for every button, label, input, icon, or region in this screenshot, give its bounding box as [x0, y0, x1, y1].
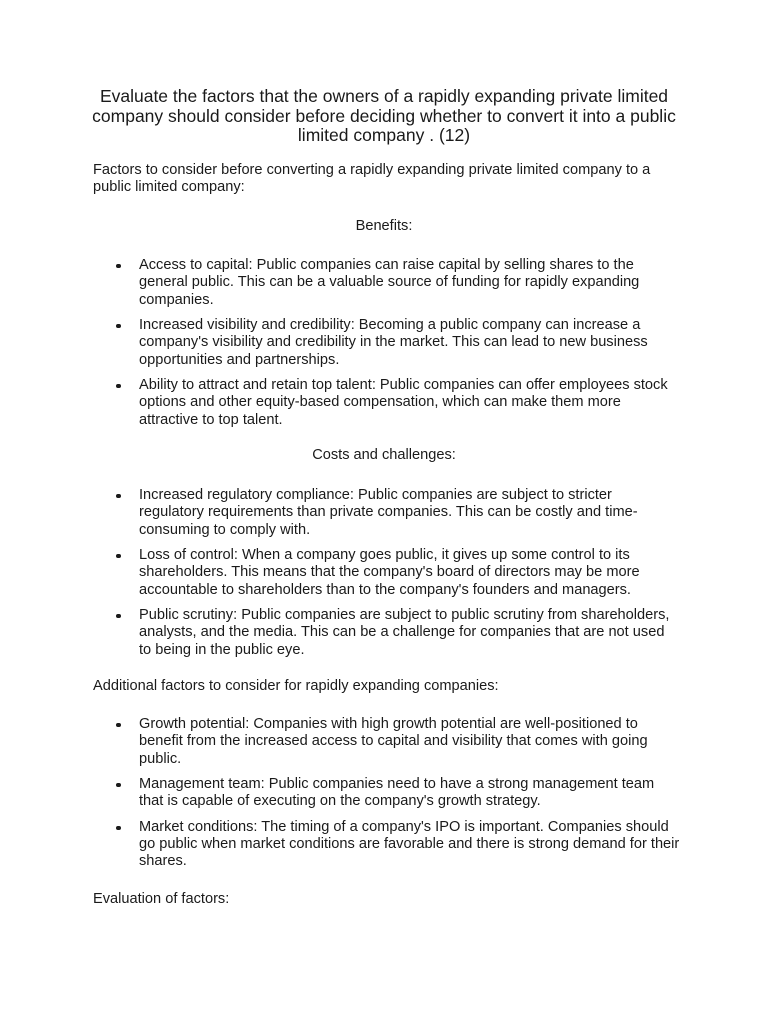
bullet-icon	[116, 826, 121, 831]
list-item-text: Market conditions: The timing of a company's IPO is important. Companies should go public when market conditions are favorable and there is strong demand for their shares.	[139, 818, 680, 870]
list-item-text: Ability to attract and retain top talent: Public companies can offer employees stock options and other equity-based compensation, which can make them more attractive to top talent.	[139, 377, 668, 428]
list-item-text: Access to capital: Public companies can raise capital by selling shares to the general public. This can be a valuable source of funding for rapidly expanding companies.	[139, 257, 640, 308]
bullet-icon	[116, 723, 121, 728]
list-item-text: Public scrutiny: Public companies are subject to public scrutiny from shareholders, analysts, and the media. This can be a challenge for companies that are not used to being in the public eye.	[139, 607, 670, 658]
benefits-heading: Benefits:	[355, 218, 413, 234]
list-item-text: Management team: Public companies need to have a strong management team that is capable of executing on the company's growth strategy.	[139, 776, 655, 810]
bullet-icon	[116, 384, 121, 389]
list-item	[108, 819, 680, 871]
list-item	[108, 716, 680, 768]
list-item	[108, 607, 680, 659]
costs-list	[108, 487, 680, 667]
bullet-icon	[116, 783, 121, 788]
intro-paragraph: Factors to consider before converting a rapidly expanding private limited company to a public limited company:	[93, 162, 651, 196]
list-item-text: Loss of control: When a company goes public, it gives up some control to its shareholders. This means that the company's board of directors may be more accountable to shareholders than to the company's founders and managers.	[139, 547, 640, 598]
benefits-list	[108, 257, 680, 437]
list-item	[108, 776, 680, 811]
evaluation-heading: Evaluation of factors:	[93, 891, 230, 907]
list-item	[108, 257, 680, 309]
bullet-icon	[116, 554, 121, 559]
additional-list	[108, 716, 680, 879]
question-title: Evaluate the factors that the owners of a rapidly expanding private limited company should consider before deciding whether to convert it into a public limited company . (12)	[92, 86, 676, 145]
bullet-icon	[116, 264, 121, 269]
costs-heading: Costs and challenges:	[312, 447, 456, 463]
list-item	[108, 377, 680, 429]
bullet-icon	[116, 614, 121, 619]
list-item	[108, 547, 680, 599]
bullet-icon	[116, 324, 121, 329]
additional-heading: Additional factors to consider for rapidly expanding companies:	[93, 678, 499, 694]
list-item-text: Increased regulatory compliance: Public companies are subject to stricter regulatory requirements than private companies. This can be costly and time-consuming to comply with.	[139, 487, 638, 538]
list-item-text: Increased visibility and credibility: Becoming a public company can increase a company's visibility and credibility in the market. This can lead to new business opportunities and partnerships.	[139, 317, 648, 368]
list-item	[108, 487, 680, 539]
list-item-text: Growth potential: Companies with high growth potential are well-positioned to benefit from the increased access to capital and visibility that comes with going public.	[139, 716, 648, 767]
bullet-icon	[116, 494, 121, 499]
list-item	[108, 317, 680, 369]
